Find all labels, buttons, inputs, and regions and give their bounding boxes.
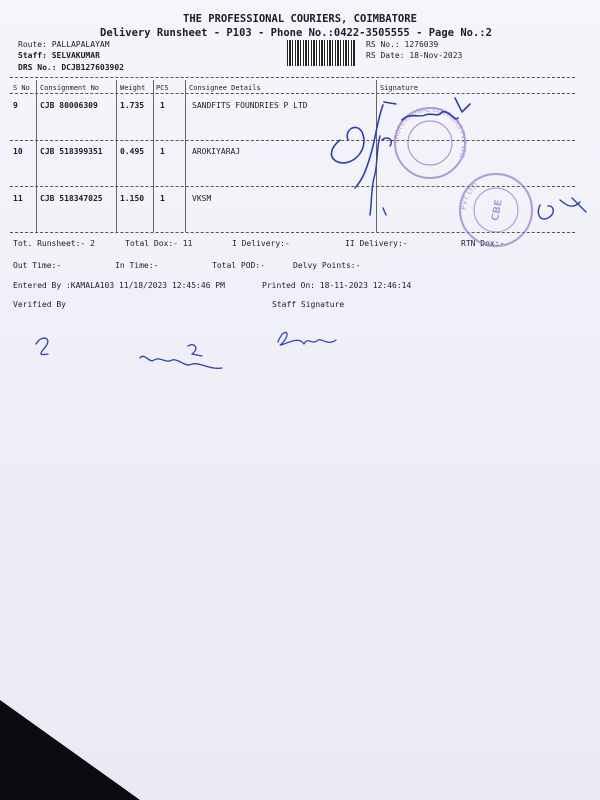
row-rule [10, 140, 575, 141]
total-pod: Total POD:- [212, 261, 265, 270]
staff-label: Staff: SELVAKUMAR [18, 51, 100, 60]
entered-by: Entered By :KAMALA103 11/18/2023 12:45:46 PM [13, 281, 225, 290]
row-pcs: 1 [160, 194, 165, 203]
svg-text:PROFESSIONAL COURIERS PVT LTD: PROFESSIONAL COURIERS PVT LTD [391, 105, 469, 160]
table-bottom-rule [10, 232, 575, 233]
total-dox: Total Dox:- 11 [125, 239, 193, 248]
row-rule [10, 186, 575, 187]
table-header-rule [10, 93, 575, 94]
row-weight: 0.495 [120, 147, 145, 156]
col-separator [185, 80, 186, 232]
col-sno: S No [13, 84, 30, 92]
row-sno: 9 [13, 101, 18, 110]
col-consignee: Consignee Details [189, 84, 261, 92]
runsheet-subtitle: Delivery Runsheet - P103 - Phone No.:0422-3505555 - Page No.:2 [100, 27, 492, 39]
rs-date: RS Date: 18-Nov-2023 [366, 51, 463, 60]
row-pcs: 1 [160, 147, 165, 156]
tot-runsheet: Tot. Runsheet:- 2 [13, 239, 95, 248]
row-consignment: CJB 518347025 [40, 194, 103, 203]
row-consignee: SANDFITS FOUNDRIES P LTD [192, 101, 308, 110]
rs-number: RS No.: 1276039 [366, 40, 439, 49]
row-weight: 1.735 [120, 101, 145, 110]
out-time: Out Time:- [13, 261, 62, 270]
row-consignment: CJB 80006309 [40, 101, 98, 110]
company-title: THE PROFESSIONAL COURIERS, COIMBATORE [183, 13, 417, 25]
staff-signature-label: Staff Signature [272, 300, 345, 309]
col-separator [376, 80, 377, 232]
row-consignee: VKSM [192, 194, 212, 203]
col-separator [153, 80, 154, 232]
row-consignment: CJB 518399351 [40, 147, 103, 156]
col-separator [116, 80, 117, 232]
row-sno: 10 [13, 147, 23, 156]
row-weight: 1.150 [120, 194, 145, 203]
col-weight: Weight [120, 84, 146, 92]
i-delivery: I Delivery:- [232, 239, 290, 248]
row-pcs: 1 [160, 101, 165, 110]
svg-text:PVT LTD: PVT LTD [459, 181, 480, 211]
barcode [287, 40, 355, 66]
svg-text:CBE: CBE [490, 198, 505, 222]
drs-number: DRS No.: DCJB127603902 [18, 63, 124, 72]
col-pcs: PCS [156, 84, 169, 92]
route-label: Route: PALLAPALAYAM [18, 40, 110, 49]
col-separator [36, 80, 37, 232]
table-top-rule [10, 77, 575, 78]
ii-delivery: II Delivery:- [345, 239, 408, 248]
row-sno: 11 [13, 194, 23, 203]
delvy-points: Delvy Points:- [293, 261, 361, 270]
in-time: In Time:- [115, 261, 159, 270]
verified-by-label: Verified By [13, 300, 66, 309]
col-signature: Signature [380, 84, 418, 92]
row-consignee: AROKIYARAJ [192, 147, 241, 156]
rtn-dox: RTN Dox:- [461, 239, 505, 248]
col-consignment: Consignment No [40, 84, 100, 92]
printed-on: Printed On: 18-11-2023 12:46:14 [262, 281, 412, 290]
